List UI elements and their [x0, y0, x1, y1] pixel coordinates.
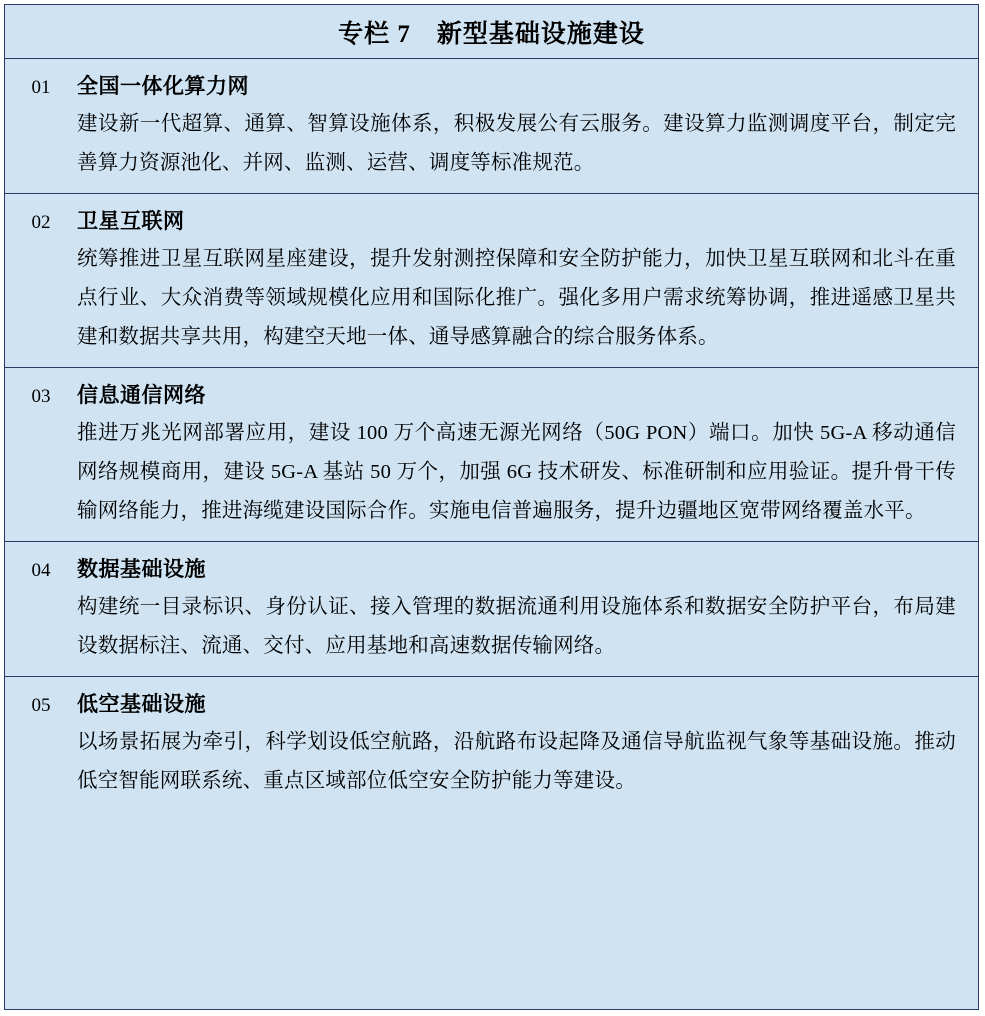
item-number: 02 — [31, 212, 51, 233]
title-name: 新型基础设施建设 — [436, 20, 645, 48]
feature-box-table — [4, 4, 979, 1010]
item-body: 构建统一目录标识、身份认证、接入管理的数据流通利用设施体系和数据安全防护平台，布局建设数据标注、流通、交付、应用基地和高速数据传输网络。 — [77, 596, 956, 657]
item-body: 以场景拓展为牵引，科学划设低空航路，沿航路布设起降及通信导航监视气象等基础设施。推动低空智能网联系统、重点区域部位低空安全防护能力等建设。 — [77, 731, 956, 792]
item-heading: 数据基础设施 — [77, 557, 206, 581]
title-label: 专栏 7 — [338, 20, 411, 48]
item-content — [77, 552, 978, 666]
item-heading: 卫星互联网 — [77, 209, 185, 233]
item-content — [77, 687, 978, 801]
item-content — [77, 378, 978, 531]
item-heading: 低空基础设施 — [77, 692, 206, 716]
list-item — [5, 194, 978, 368]
item-number: 05 — [31, 695, 51, 716]
item-body: 建设新一代超算、通算、智算设施体系，积极发展公有云服务。建设算力监测调度平台，制定完善算力资源池化、并网、监测、运营、调度等标准规范。 — [77, 113, 956, 174]
list-item — [5, 59, 978, 194]
list-item — [5, 677, 978, 811]
item-content — [77, 69, 978, 183]
item-heading: 全国一体化算力网 — [77, 74, 249, 98]
list-item — [5, 542, 978, 677]
item-content — [77, 204, 978, 357]
table-title-row — [5, 5, 978, 59]
item-body: 统筹推进卫星互联网星座建设，提升发射测控保障和安全防护能力，加快卫星互联网和北斗在重点行业、大众消费等领域规模化应用和国际化推广。强化多用户需求统筹协调，推进遥感卫星共建和数据共享共用，构建空天地一体、通导感算融合的综合服务体系。 — [77, 248, 956, 348]
item-number: 03 — [31, 386, 51, 407]
item-number: 01 — [31, 77, 51, 98]
item-number: 04 — [31, 560, 51, 581]
list-item — [5, 368, 978, 542]
item-heading: 信息通信网络 — [77, 383, 206, 407]
item-body: 推进万兆光网部署应用，建设 100 万个高速无源光网络（50G PON）端口。加快 5G‑A 移动通信网络规模商用，建设 5G‑A 基站 50 万个，加强 6G 技术研发、标准研制和应用验证。提升骨干传输网络能力，推进海缆建设国际合作。实施电信普遍服务，提升边疆地区宽带网络覆盖水平。 — [77, 422, 956, 522]
page-title — [338, 14, 645, 50]
